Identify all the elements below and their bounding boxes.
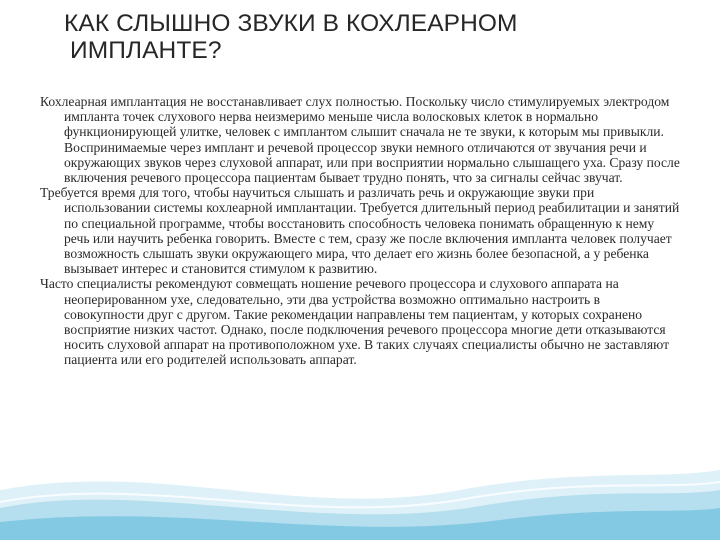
title-line-2: ИМПЛАНТЕ? — [70, 37, 222, 64]
paragraph-2: Требуется время для того, чтобы научиться слышать и различать речь и окружающие звуки при использовании системы кохлеарной имплантации. Требуется длительный период реабилитации и занятий по специальной программе, чтобы восстановить способность человека понимать обращенную к нему речь или научить ребенка говорить. Вместе с тем, сразу же после включения импланта человек получает возможность слышать звуки окружающего мира, что делает его жизнь более безопасной, а у ребенка вызывает интерес и становится стимулом к развитию. — [40, 185, 680, 277]
paragraph-3: Часто специалисты рекомендуют совмещать ношение речевого процессора и слухового аппарата на неоперированном ухе, следовательно, эти два устройства возможно оптимально настроить в совокупности друг с другом. Такие рекомендации направлены тем пациентам, у которых сохранено восприятие низких частот. Однако, после подключения речевого процессора многие дети отказываются носить слуховой аппарат на противоположном ухе. В таких случаях специалисты обычно не заставляют пациента или его родителей использовать аппарат. — [40, 276, 670, 368]
title-line-1: КАК СЛЫШНО ЗВУКИ В КОХЛЕАРНОМ — [64, 10, 518, 37]
paragraph-1: Кохлеарная имплантация не восстанавливает слух полностью. Поскольку число стимулируемых электродом импланта точек слухового нерва неизмеримо меньше числа волосковых клеток в нормально функционирующей улитке, человек с имплантом слышит сначала не те звуки, к которым мы привыкли. Воспринимаемые через имплант и речевой процессор звуки немного отличаются от звучания речи и окружающих звуков через слуховой аппарат, или при восприятии нормально слышащего уха. Сразу после включения речевого процессора пациентам бывает трудно понять, что за сигналы сейчас звучат. — [40, 94, 680, 186]
decorative-wave-footer — [0, 450, 720, 540]
slide-title — [64, 10, 684, 64]
slide-body — [40, 94, 680, 368]
